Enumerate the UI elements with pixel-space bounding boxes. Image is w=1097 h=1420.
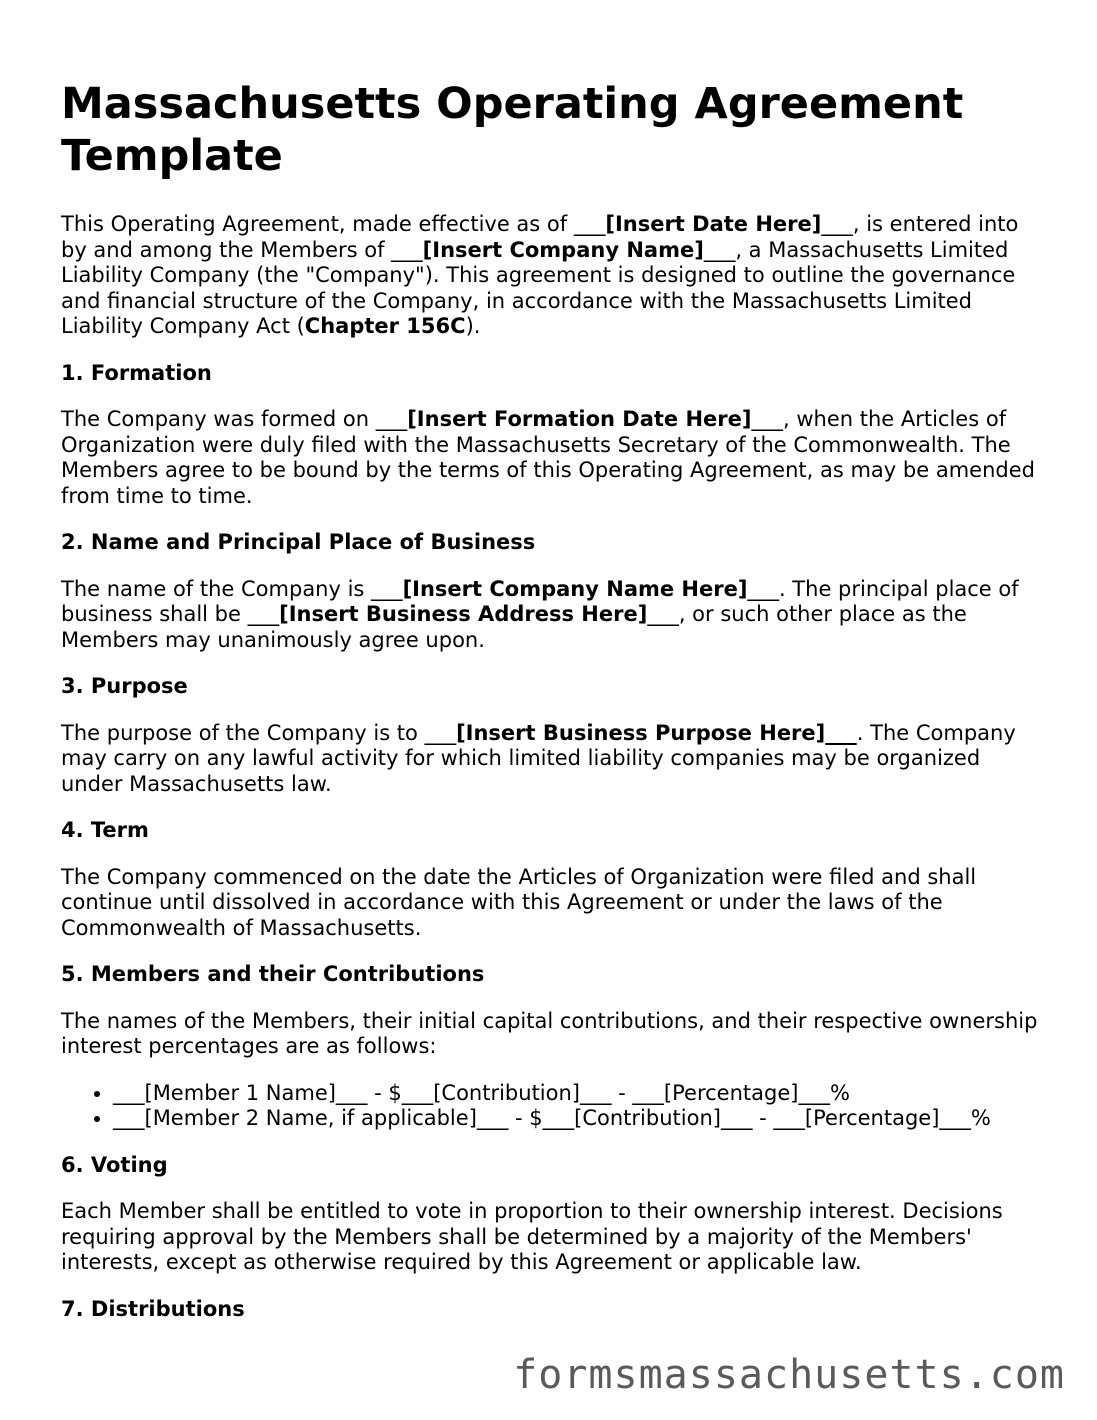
business-address-placeholder: [Insert Business Address Here] — [279, 602, 648, 626]
section-heading-term: 4. Term — [61, 818, 149, 842]
section-heading-voting: 6. Voting — [61, 1152, 168, 1177]
section-text-formation: The Company was formed on ___[Insert Formation Date Here]___, when the Articles of Organization were duly filed with the Massachusetts Secretary of the Commonwealth. The Members agree to be bound by the terms of this Operating Agreement, as may be amended from time to time. — [61, 407, 1035, 508]
business-purpose-placeholder: [Insert Business Purpose Here]___ — [456, 720, 857, 745]
formation-date-placeholder: [Insert Formation Date Here] — [407, 407, 752, 431]
section-heading-formation: 1. Formation — [61, 360, 212, 385]
date-placeholder: [Insert Date Here] — [605, 212, 822, 236]
section-text-purpose: The purpose of the Company is to ___[Insert Business Purpose Here]___. The Company may carry on any lawful activity for which limited liability companies may be organized under Massachusetts law. — [61, 720, 1016, 796]
company-name-placeholder: [Insert Company Name Here] — [402, 576, 748, 601]
document-page — [61, 78, 1046, 1343]
chapter-reference: Chapter 156C — [304, 314, 466, 338]
document-title: Massachusetts Operating Agreement Template — [61, 79, 964, 181]
section-heading-distributions: 7. Distributions — [61, 1296, 245, 1321]
intro-paragraph: This Operating Agreement, made effective as of ___[Insert Date Here]___, is entered into by and among the Members of ___[Insert Company Name]___, a Massachusetts Limited Liability Company (the "Company"). This agreement is designed to outline the governance and financial structure of the Company, in accordance with the Massachusetts Limited Liability Company Act (Chapter 156C). — [61, 212, 1019, 338]
section-heading-purpose: 3. Purpose — [61, 674, 188, 698]
section-heading-members: 5. Members and their Contributions — [61, 962, 485, 986]
members-list — [61, 1081, 1046, 1132]
list-item: • ___[Member 1 Name]___ - $___[Contribution]___ - ___[Percentage]___% — [113, 1081, 1046, 1107]
section-heading-name: 2. Name and Principal Place of Business — [61, 530, 536, 554]
list-item: • ___[Member 2 Name, if applicable]___ - $___[Contribution]___ - ___[Percentage]___% — [113, 1106, 1046, 1132]
section-text-members: The names of the Members, their initial capital contributions, and their respective ownership interest percentages are as follows: — [61, 1008, 1038, 1058]
section-text-term: The Company commenced on the date the Articles of Organization were filed and shall continue until dissolved in accordance with this Agreement or under the laws of the Commonwealth of Massachusetts. — [61, 864, 977, 940]
section-text-name: The name of the Company is ___[Insert Company Name Here]___. The principal place of business shall be ___[Insert Business Address Here]___, or such other place as the Members may unanimously agree upon. — [61, 576, 1019, 652]
company-placeholder: [Insert Company Name] — [422, 237, 704, 262]
watermark: formsmassachusetts.com — [513, 1352, 1065, 1398]
section-text-voting: Each Member shall be entitled to vote in proportion to their ownership interest. Decisions requiring approval by the Members shall be determined by a majority of the Members' interests, except as otherwise required by this Agreement or applicable law. — [61, 1199, 1003, 1274]
